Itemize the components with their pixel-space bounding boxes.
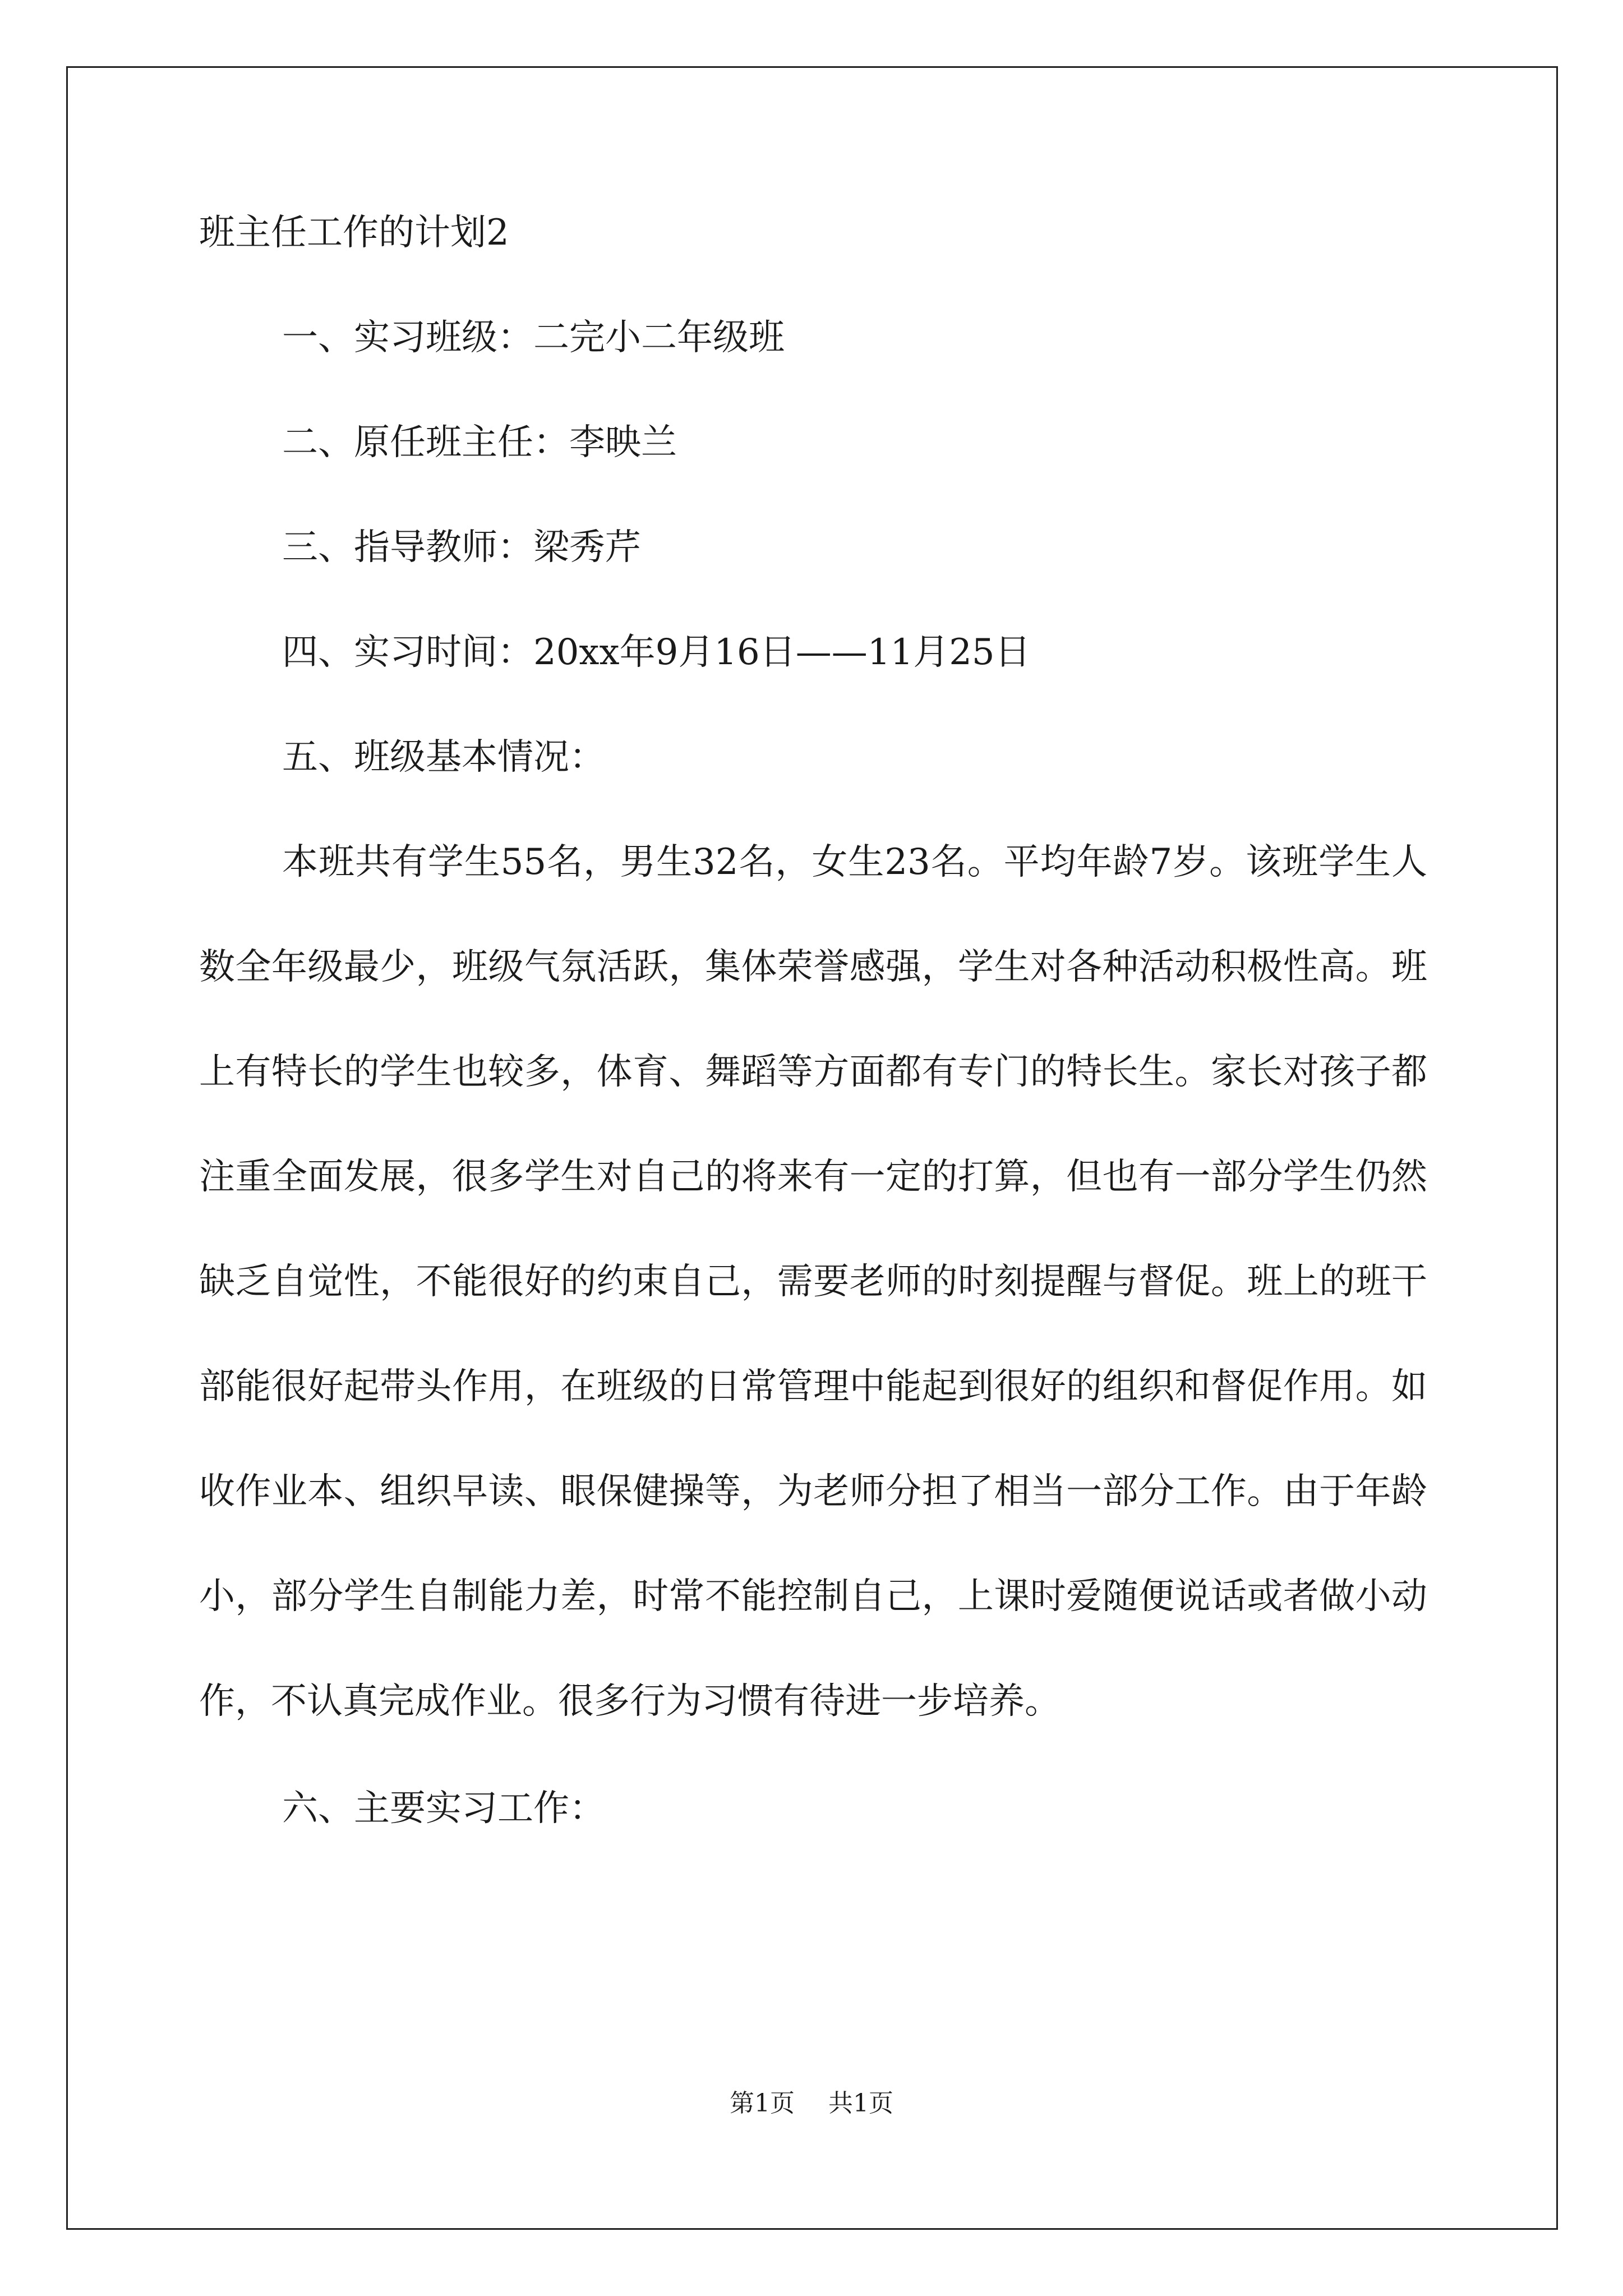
item-mentor: 三、指导教师：梁秀芹	[282, 527, 641, 568]
page-footer	[0, 2087, 1623, 2120]
item-class-overview-heading: 五、班级基本情况：	[282, 737, 605, 778]
main-work-heading: 六、主要实习工作：	[282, 1788, 605, 1829]
item-original-teacher: 二、原任班主任：李映兰	[282, 422, 677, 463]
class-overview-paragraph: 本班共有学生55名，男生32名，女生23名。平均年龄7岁。该班学生人数全年级最少，班级气氛活跃，集体荣誉感强，学生对各种活动积极性高。班上有特长的学生也较多，体育、舞蹈等方面都有专门的特长生。家长对孩子都注重全面发展，很多学生对自己的将来有一定的打算，但也有一部分学生仍然缺乏自觉性，不能很好的约束自己，需要老师的时刻提醒与督促。班上的班干部能很好起带头作用，在班级的日常管理中能起到很好的组织和督促作用。如收作业本、组织早读、眼保健操等，为老师分担了相当一部分工作。由于年龄小，部分学生自制能力差，时常不能控制自己，上课时爱随便说话或者做小动作，不认真完成作业。很多行为习惯有待进一步培养。	[199, 841, 1427, 1722]
item-class: 一、实习班级：二完小二年级班	[282, 317, 785, 358]
page-number: 第1页	[730, 2089, 795, 2118]
page-total: 共1页	[828, 2089, 893, 2118]
document-body	[199, 208, 1427, 1834]
item-internship-period: 四、实习时间：20xx年9月16日——11月25日	[282, 632, 1031, 673]
document-title: 班主任工作的计划2	[199, 212, 509, 254]
